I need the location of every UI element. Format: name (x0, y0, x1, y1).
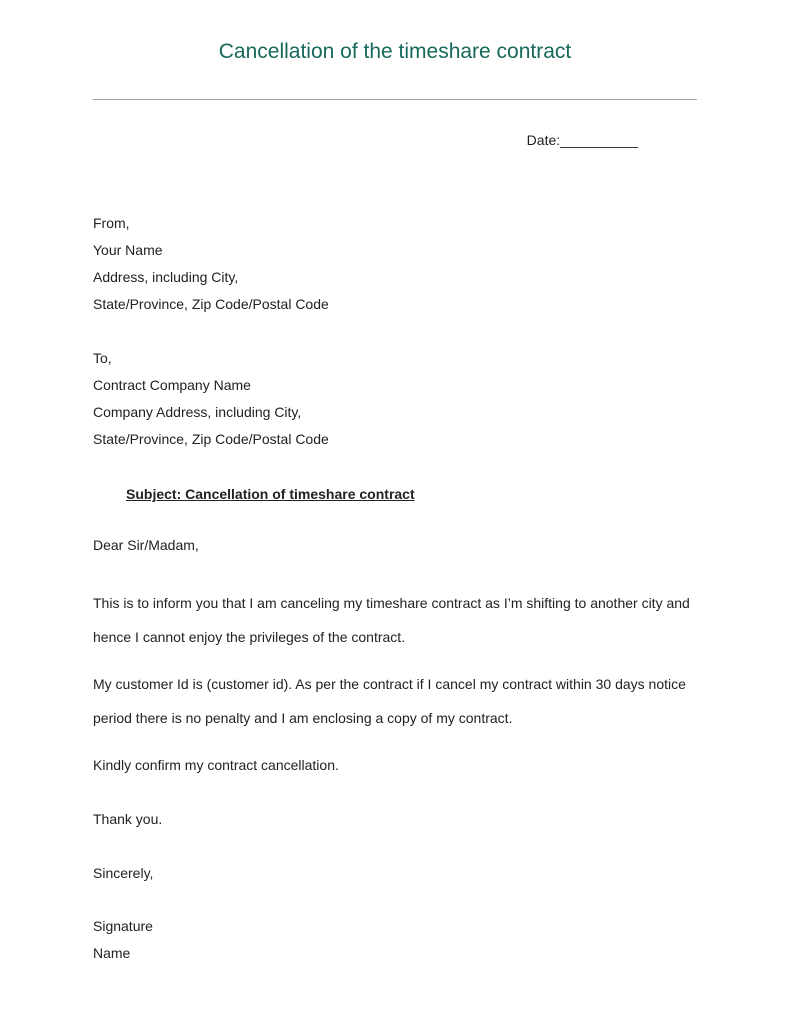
thank-you-line: Thank you. (93, 811, 163, 827)
signer-name-label: Name (93, 945, 131, 961)
signature-label: Signature (93, 918, 153, 934)
from-name: Your Name (93, 242, 163, 258)
subject-line: Subject: Cancellation of timeshare contract (126, 486, 415, 502)
to-company-address: Company Address, including City, (93, 404, 302, 420)
page-title: Cancellation of the timeshare contract (218, 40, 572, 63)
to-state-zip: State/Province, Zip Code/Postal Code (93, 431, 329, 447)
to-block (93, 345, 697, 453)
body-paragraph-cancellation-reason: This is to inform you that I am canceling my timeshare contract as I’m shifting to another city and hence I cannot enjoy the privileges of the contract. (93, 595, 690, 645)
body-paragraph-customer-id: My customer Id is (customer id). As per the contract if I cancel my contract within 30 days notice period there is no penalty and I am enclosing a copy of my contract. (93, 676, 686, 726)
closing-line: Sincerely, (93, 865, 154, 881)
from-block (93, 210, 697, 318)
signature-block (93, 913, 697, 967)
from-address: Address, including City, (93, 269, 239, 285)
body-paragraph-confirm-request: Kindly confirm my contract cancellation. (93, 757, 339, 773)
from-state-zip: State/Province, Zip Code/Postal Code (93, 296, 329, 312)
horizontal-divider (93, 99, 697, 100)
to-label: To, (93, 350, 112, 366)
from-label: From, (93, 215, 130, 231)
to-company-name: Contract Company Name (93, 377, 251, 393)
date-line: Date:__________ (526, 132, 638, 148)
salutation: Dear Sir/Madam, (93, 537, 199, 553)
